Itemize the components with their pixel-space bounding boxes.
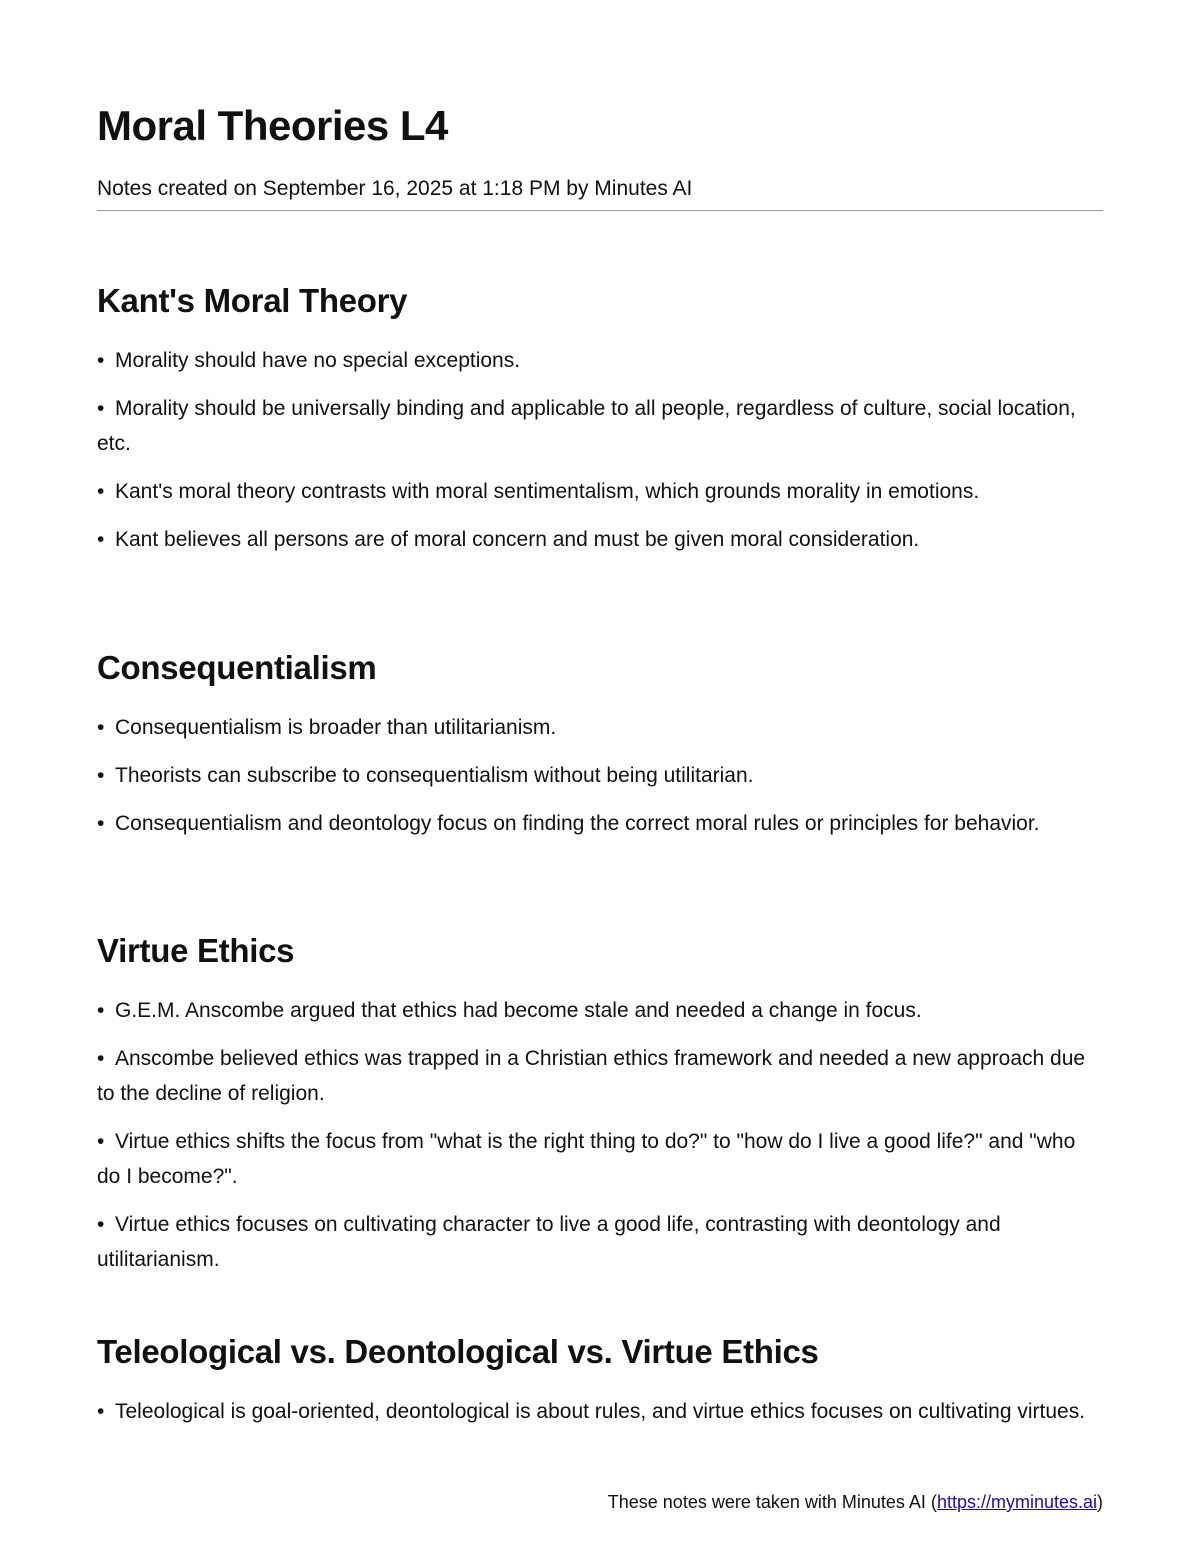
- section-heading: Kant's Moral Theory: [97, 282, 408, 319]
- bullet-text: Anscombe believed ethics was trapped in a Christian ethics framework and needed a new approach due to the decline of religion.: [97, 1047, 1086, 1105]
- section-consequentialism: [97, 648, 1103, 841]
- bullet-item: [97, 1041, 1103, 1111]
- page-title: Moral Theories L4: [97, 102, 448, 149]
- bullet-item: [97, 1124, 1103, 1194]
- minutes-ai-link[interactable]: https://myminutes.ai: [936, 1492, 1097, 1512]
- bullet-marker: •: [97, 528, 105, 551]
- bullet-marker: •: [97, 1400, 105, 1423]
- bullet-text: Teleological is goal-oriented, deontological is about rules, and virtue ethics focuses on cultivating virtues.: [115, 1400, 1086, 1423]
- section-heading: Teleological vs. Deontological vs. Virtue Ethics: [97, 1333, 819, 1370]
- bullet-text: Morality should have no special exceptions.: [115, 349, 521, 372]
- bullet-marker: •: [97, 1213, 105, 1236]
- bullet-marker: •: [97, 1047, 105, 1070]
- bullet-text: G.E.M. Anscombe argued that ethics had become stale and needed a change in focus.: [115, 999, 922, 1022]
- bullet-marker: •: [97, 999, 105, 1022]
- bullet-marker: •: [97, 812, 105, 835]
- section-virtue-ethics: [97, 931, 1103, 1277]
- bullet-item: [97, 710, 1103, 745]
- bullet-item: [97, 474, 1103, 509]
- bullet-marker: •: [97, 397, 105, 420]
- bullet-text: Kant's moral theory contrasts with moral sentimentalism, which grounds morality in emotions.: [115, 480, 980, 503]
- bullet-item: [97, 1207, 1103, 1277]
- bullet-marker: •: [97, 1130, 105, 1153]
- bullet-text: Theorists can subscribe to consequentialism without being utilitarian.: [115, 764, 754, 787]
- bullet-item: [97, 1394, 1103, 1429]
- bullet-marker: •: [97, 480, 105, 503]
- bullet-text: Consequentialism is broader than utilitarianism.: [115, 716, 557, 739]
- bullet-item: [97, 993, 1103, 1028]
- bullet-item: [97, 343, 1103, 378]
- footer-attribution: [608, 1488, 1103, 1516]
- footer-text-end: ): [1097, 1492, 1103, 1512]
- bullet-text: Kant believes all persons are of moral concern and must be given moral consideration.: [115, 528, 920, 551]
- bullet-marker: •: [97, 764, 105, 787]
- bullet-marker: •: [97, 349, 105, 372]
- section-heading: Consequentialism: [97, 649, 377, 686]
- header-divider: [97, 210, 1103, 211]
- section-teleological-vs-deontological: [97, 1332, 1103, 1429]
- section-kants-moral-theory: [97, 281, 1103, 557]
- bullet-marker: •: [97, 716, 105, 739]
- bullet-item: [97, 806, 1103, 841]
- section-heading: Virtue Ethics: [97, 932, 295, 969]
- bullet-text: Consequentialism and deontology focus on finding the correct moral rules or principles for behavior.: [115, 812, 1040, 835]
- bullet-text: Virtue ethics shifts the focus from "what is the right thing to do?" to "how do I live a good life?" and "who do I become?".: [97, 1130, 1076, 1188]
- footer-text: These notes were taken with Minutes AI (: [607, 1492, 937, 1512]
- notes-meta: Notes created on September 16, 2025 at 1:18 PM by Minutes AI: [97, 177, 693, 200]
- bullet-item: [97, 391, 1103, 461]
- bullet-item: [97, 758, 1103, 793]
- bullet-item: [97, 522, 1103, 557]
- bullet-text: Virtue ethics focuses on cultivating character to live a good life, contrasting with deontology and utilitarianism.: [97, 1213, 1001, 1271]
- bullet-text: Morality should be universally binding and applicable to all people, regardless of culture, social location, etc.: [97, 397, 1076, 455]
